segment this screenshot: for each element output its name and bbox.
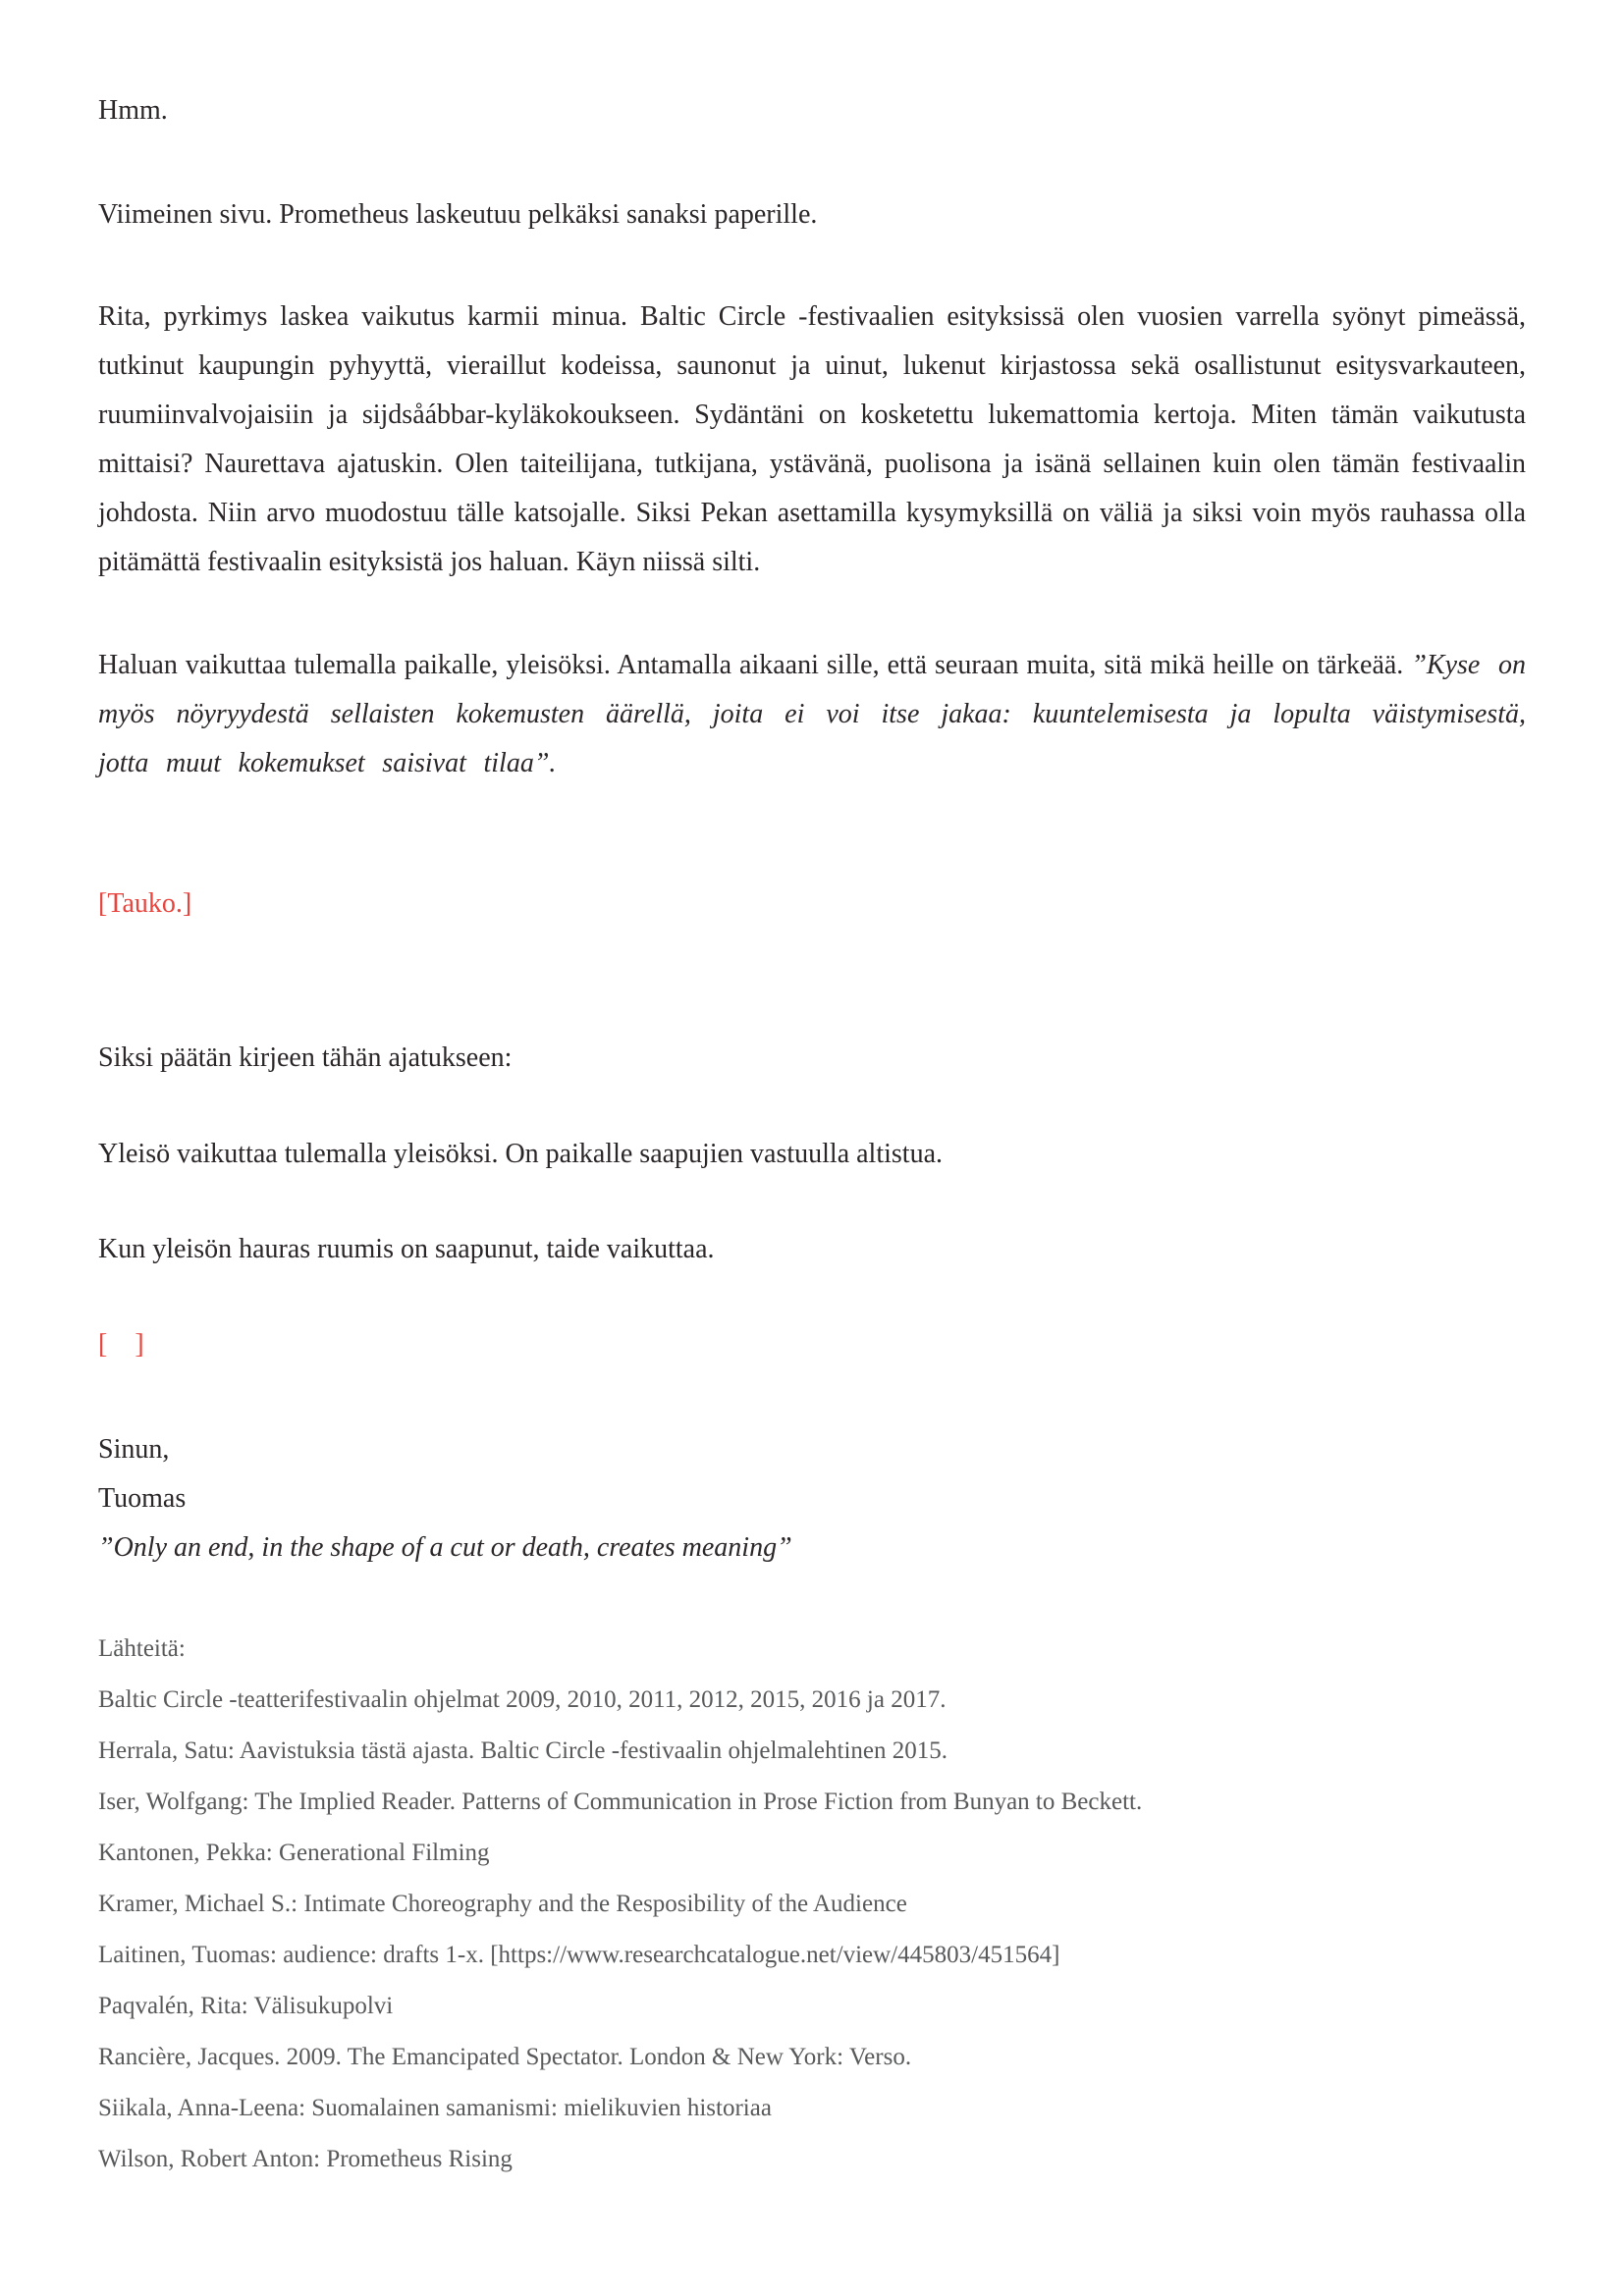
empty-bracket-marker: [ ] (98, 1329, 144, 1360)
sources-section (98, 1624, 1526, 2185)
paragraph-closing-intro: Siksi päätän kirjeen tähän ajatukseen: (98, 1042, 513, 1073)
source-item: Siikala, Anna-Leena: Suomalainen samanismi: mielikuvien historiaa (98, 2095, 772, 2121)
finnish-quote-text: ”Kyse on myös nöyryydestä sellaisten kokemusten äärellä, joita ei voi itse jakaa: kuuntelemisesta ja lopulta väistymisestä, jotta muut kokemukset saisivat tilaa”. (98, 650, 1527, 778)
signature-line-1: Sinun, (98, 1434, 170, 1465)
paragraph-main-body: Rita, pyrkimys laskea vaikutus karmii minua. Baltic Circle -festivaalien esityksissä olen vuosien varrella syönyt pimeässä, tutkinut kaupungin pyhyyttä, vieraillut kodeissa, saunonut ja uinut, lukenut kirjastossa sekä osallistunut esitysvarkauteen, ruumiinvalvojaisiin ja sijdsåábbar-kyläkokoukseen. Sydäntäni on kosketettu lukemattomia kertoja. Miten tämän vaikutusta mittaisi? Naurettava ajatuskin. Olen taiteilijana, tutkijana, ystävänä, puolisona ja isänä sellainen kuin olen tämän festivaalin johdosta. Niin arvo muodostuu tälle katsojalle. Siksi Pekan asettamilla kysymyksillä on väliä ja siksi voin myös rauhassa olla pitämättä festivaalin esityksistä jos haluan. Käyn niissä silti. (98, 301, 1526, 577)
source-item: Laitinen, Tuomas: audience: drafts 1-x. [https://www.researchcatalogue.net/view/445803/451564] (98, 1942, 1060, 1968)
sources-heading: Lähteitä: (98, 1635, 186, 1662)
english-quote-text: ”Only an end, in the shape of a cut or death, creates meaning” (98, 1532, 792, 1563)
paragraph-audience (98, 641, 1526, 788)
paragraph-closing-thought-1: Yleisö vaikuttaa tulemalla yleisöksi. On paikalle saapujien vastuulla altistua. (98, 1139, 944, 1169)
source-item: Rancière, Jacques. 2009. The Emancipated Spectator. London & New York: Verso. (98, 2044, 912, 2070)
pause-marker: [Tauko.] (98, 888, 192, 919)
source-item: Wilson, Robert Anton: Prometheus Rising (98, 2146, 513, 2172)
paragraph-closing-thought-2: Kun yleisön hauras ruumis on saapunut, taide vaikuttaa. (98, 1234, 715, 1264)
source-item: Iser, Wolfgang: The Implied Reader. Patterns of Communication in Prose Fiction from Bunyan to Beckett. (98, 1789, 1143, 1815)
paragraph-last-page: Viimeinen sivu. Prometheus laskeutuu pelkäksi sanaksi paperille. (98, 199, 818, 230)
source-item: Herrala, Satu: Aavistuksia tästä ajasta. Baltic Circle -festivaalin ohjelmalehtinen 2015. (98, 1737, 948, 1764)
signature-line-2: Tuomas (98, 1483, 187, 1514)
audience-intro-text: Haluan vaikuttaa tulemalla paikalle, yleisöksi. Antamalla aikaani sille, että seuraan muita, sitä mikä heille on tärkeää. (98, 650, 1412, 680)
source-item: Baltic Circle -teatterifestivaalin ohjelmat 2009, 2010, 2011, 2012, 2015, 2016 ja 2017. (98, 1686, 947, 1713)
source-item: Paqvalén, Rita: Välisukupolvi (98, 1993, 394, 2019)
source-item: Kantonen, Pekka: Generational Filming (98, 1840, 490, 1866)
paragraph-hmm: Hmm. (98, 95, 168, 126)
source-item: Kramer, Michael S.: Intimate Choreography and the Resposibility of the Audience (98, 1891, 907, 1917)
document-page (98, 86, 1526, 2185)
signature-block (98, 1425, 1526, 1573)
